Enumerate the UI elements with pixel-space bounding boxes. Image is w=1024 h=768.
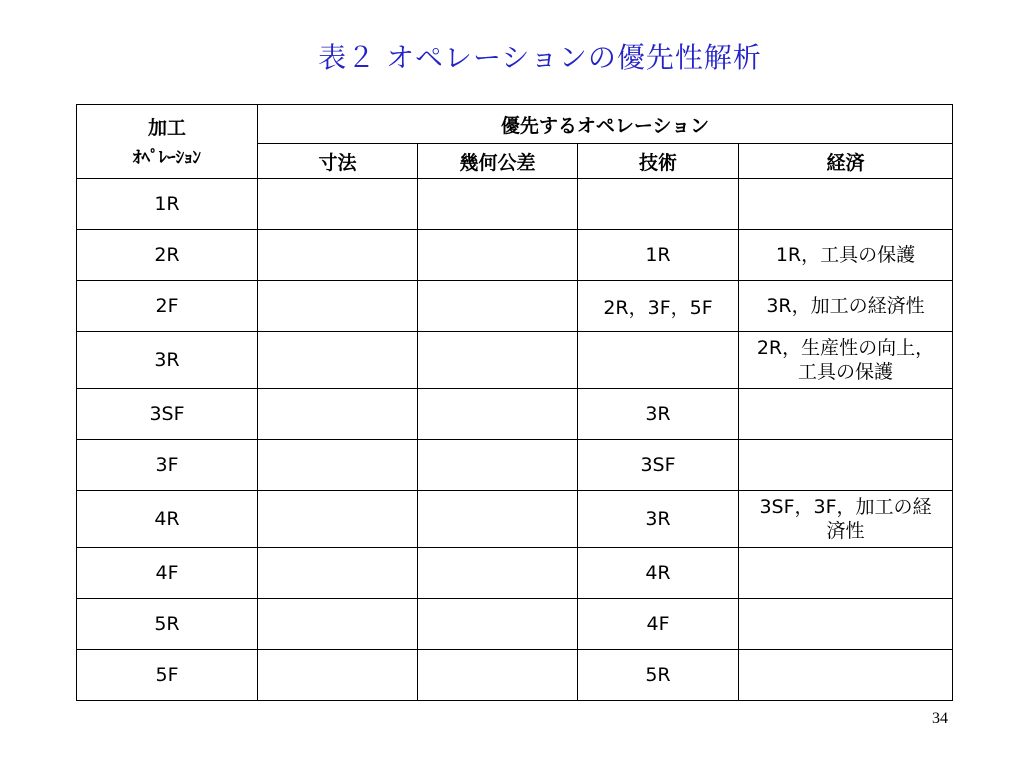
table-row — [77, 548, 953, 599]
dimension-cell — [258, 389, 418, 440]
economy-cell: 2R，生産性の向上， 工具の保護 — [739, 332, 953, 389]
technology-cell: 3R — [578, 491, 739, 548]
dimension-cell — [258, 440, 418, 491]
technology-cell: 4F — [578, 599, 739, 650]
geometric-tolerance-cell — [418, 548, 578, 599]
table-row — [77, 650, 953, 701]
operation-cell: 5R — [77, 599, 258, 650]
priority-analysis-table — [76, 104, 953, 701]
technology-cell: 1R — [578, 230, 739, 281]
technology-cell: 3SF — [578, 440, 739, 491]
geometric-tolerance-cell — [418, 650, 578, 701]
table-row — [77, 440, 953, 491]
geometric-tolerance-cell — [418, 491, 578, 548]
economy-cell — [739, 440, 953, 491]
geometric-tolerance-cell — [418, 281, 578, 332]
geometric-tolerance-cell — [418, 332, 578, 389]
table-row — [77, 389, 953, 440]
geometric-tolerance-cell — [418, 389, 578, 440]
table-row — [77, 332, 953, 389]
column-header-technology: 技術 — [578, 144, 739, 179]
technology-cell — [578, 179, 739, 230]
economy-cell — [739, 650, 953, 701]
operation-header-line2: ｵﾍﾟﾚｰｼｮﾝ — [133, 148, 201, 168]
dimension-cell — [258, 281, 418, 332]
operation-cell: 2F — [77, 281, 258, 332]
operation-cell: 2R — [77, 230, 258, 281]
geometric-tolerance-cell — [418, 179, 578, 230]
table-row — [77, 281, 953, 332]
operation-cell: 3SF — [77, 389, 258, 440]
technology-cell: 2R，3F，5F — [578, 281, 739, 332]
economy-cell — [739, 599, 953, 650]
table-row — [77, 230, 953, 281]
table-row — [77, 599, 953, 650]
operation-cell: 3F — [77, 440, 258, 491]
operation-cell: 5F — [77, 650, 258, 701]
priority-group-header: 優先するオペレーション — [258, 105, 953, 144]
operation-cell: 4R — [77, 491, 258, 548]
operation-cell: 1R — [77, 179, 258, 230]
column-header-geometric-tolerance: 幾何公差 — [418, 144, 578, 179]
economy-cell: 3SF，3F，加工の経 済性 — [739, 491, 953, 548]
dimension-cell — [258, 230, 418, 281]
column-header-dimension: 寸法 — [258, 144, 418, 179]
economy-cell: 1R，工具の保護 — [739, 230, 953, 281]
technology-cell: 5R — [578, 650, 739, 701]
economy-cell — [739, 548, 953, 599]
technology-cell: 3R — [578, 389, 739, 440]
page-number: 34 — [932, 710, 948, 727]
geometric-tolerance-cell — [418, 599, 578, 650]
operation-column-header — [77, 105, 258, 179]
economy-cell: 3R，加工の経済性 — [739, 281, 953, 332]
table-row — [77, 491, 953, 548]
operation-cell: 3R — [77, 332, 258, 389]
technology-cell: 4R — [578, 548, 739, 599]
dimension-cell — [258, 548, 418, 599]
geometric-tolerance-cell — [418, 230, 578, 281]
technology-cell — [578, 332, 739, 389]
slide-title: 表２ オペレーションの優先性解析 — [318, 41, 762, 74]
dimension-cell — [258, 599, 418, 650]
column-header-economy: 経済 — [739, 144, 953, 179]
economy-cell — [739, 179, 953, 230]
table-row — [77, 179, 953, 230]
dimension-cell — [258, 650, 418, 701]
geometric-tolerance-cell — [418, 440, 578, 491]
dimension-cell — [258, 179, 418, 230]
operation-cell: 4F — [77, 548, 258, 599]
economy-cell — [739, 389, 953, 440]
dimension-cell — [258, 491, 418, 548]
table-body — [77, 179, 953, 701]
dimension-cell — [258, 332, 418, 389]
operation-header-line1: 加工 — [147, 117, 186, 139]
